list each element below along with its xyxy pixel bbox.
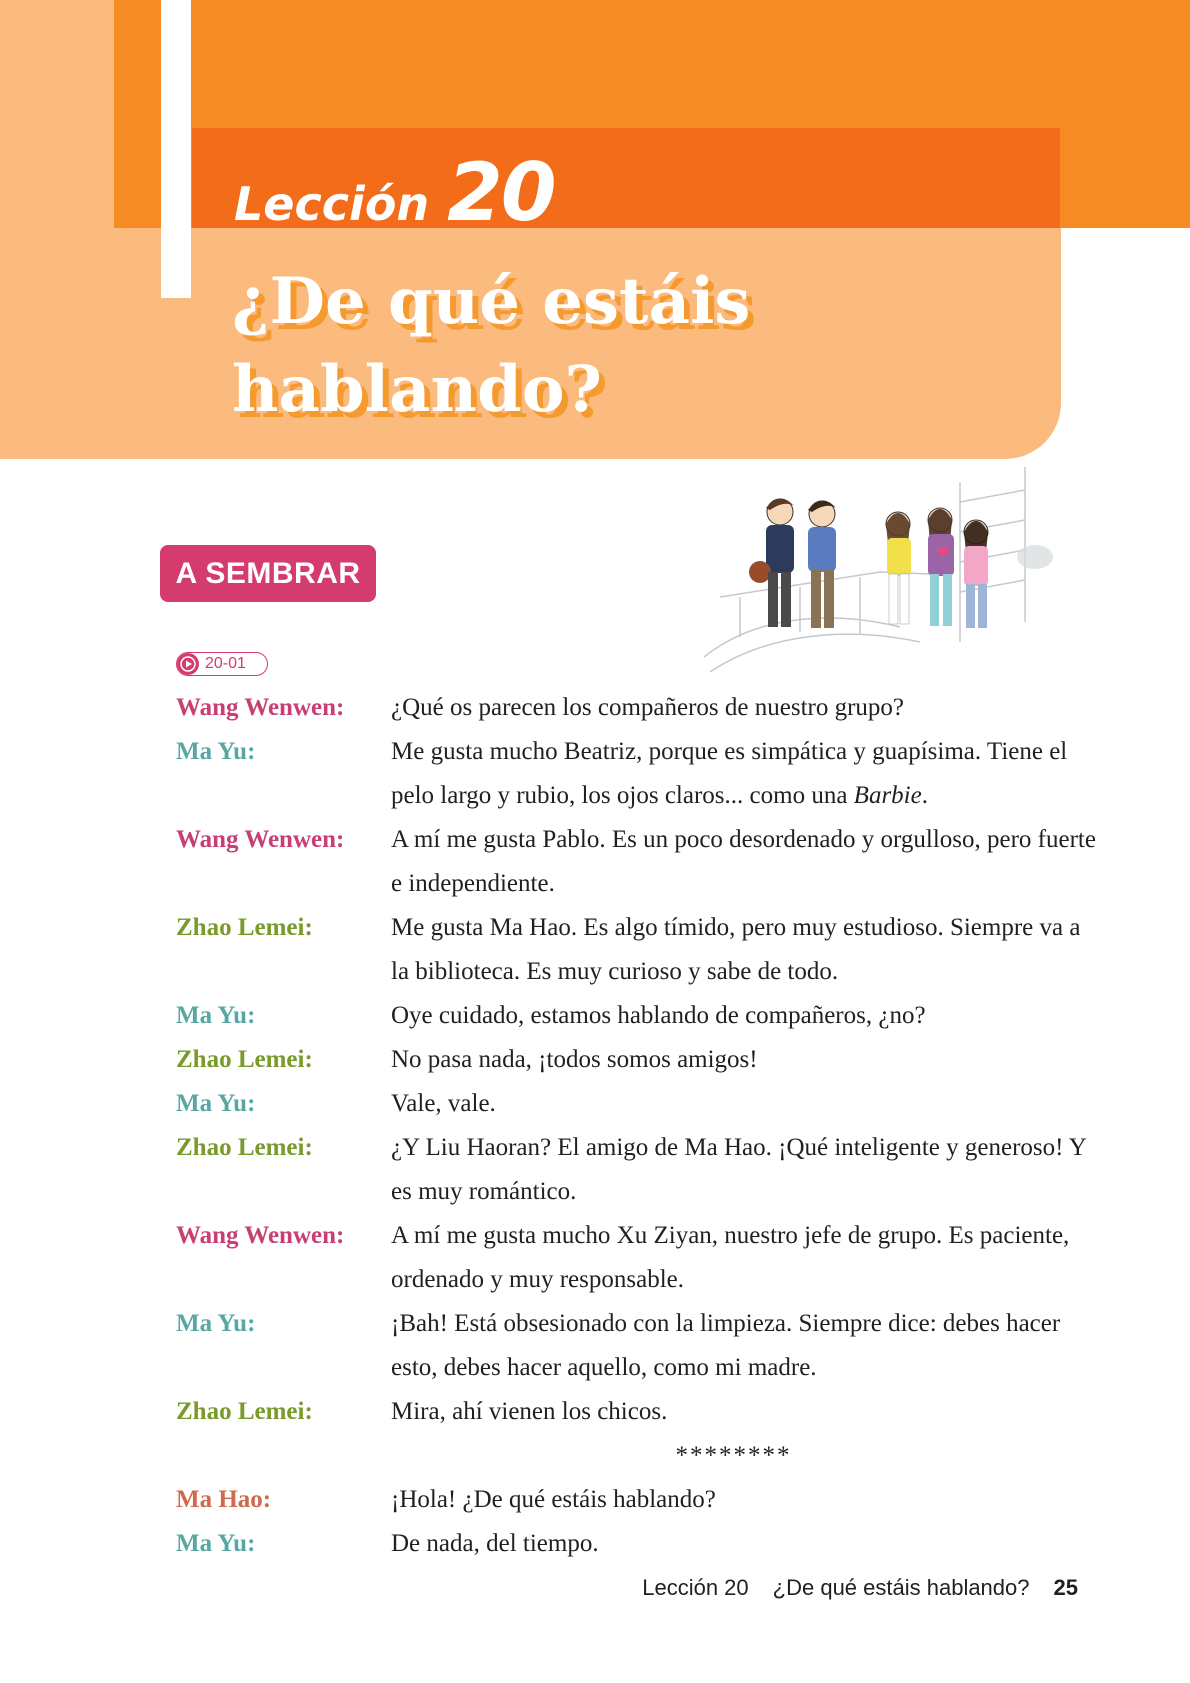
speech-text-tail: . [921,782,928,809]
speech-text: A mí me gusta Pablo. Es un poco desordenado y orgulloso, pero fuerte e independiente. [391,826,1096,897]
audio-track-code: 20-01 [205,655,246,672]
dialogue-line [176,1038,1096,1082]
audio-track-tag[interactable] [176,652,268,676]
speech-text-main: Me gusta mucho Beatriz, porque es simpática y guapísima. Tiene el pelo largo y rubio, los ojos claros... como una [391,738,1068,809]
speech-text: ¿Qué os parecen los compañeros de nuestro grupo? [391,694,905,721]
dialogue [176,686,1096,1566]
boy-2-figure [808,500,836,628]
speech-text: A mí me gusta mucho Xu Ziyan, nuestro jefe de grupo. Es paciente, ordenado y muy responsable. [391,1222,1070,1293]
footer-title: ¿De qué estáis hablando? [772,1575,1030,1600]
speech-text: ¿Y Liu Haoran? El amigo de Ma Hao. ¡Qué inteligente y generoso! Y es muy romántico. [391,1134,1086,1205]
speaker-name: Wang Wenwen: [176,826,345,853]
page-number: 25 [1053,1575,1078,1600]
speaker-name: Ma Hao: [176,1486,272,1513]
speaker-name: Ma Yu: [176,1090,256,1117]
speech-text: De nada, del tiempo. [391,1530,599,1557]
speech-text-italic: Barbie [853,782,922,809]
speaker-name: Zhao Lemei: [176,914,313,941]
students-illustration [700,462,1060,682]
speaker-name: Zhao Lemei: [176,1398,313,1425]
lesson-label: Lección [234,177,430,231]
speaker-name: Ma Yu: [176,1310,256,1337]
speech-text: Mira, ahí vienen los chicos. [391,1398,668,1425]
dialogue-line [176,730,1096,818]
speech-text: ¡Hola! ¿De qué estáis hablando? [391,1486,716,1513]
page-footer [642,1575,1078,1601]
girl-1-figure [886,512,911,624]
footer-lesson: Lección 20 [642,1575,749,1600]
speech-text: ¡Bah! Está obsesionado con la limpieza. Siempre dice: debes hacer esto, debes hacer aquello, como mi madre. [391,1310,1061,1381]
speaker-name: Zhao Lemei: [176,1134,313,1161]
speech-text [391,730,1096,818]
speech-text: No pasa nada, ¡todos somos amigos! [391,1046,758,1073]
speaker-name: Ma Yu: [176,738,256,765]
section-badge-a-sembrar: A SEMBRAR [160,545,376,602]
dialogue-line [176,906,1096,994]
lesson-number: 20 [447,146,555,239]
speech-text: Oye cuidado, estamos hablando de compañeros, ¿no? [391,1002,926,1029]
speech-text: Vale, vale. [391,1090,496,1117]
speaker-name: Zhao Lemei: [176,1046,313,1073]
speaker-name: Ma Yu: [176,1002,256,1029]
dialogue-line [176,1302,1096,1390]
header-white-stripe [161,0,191,298]
speaker-name: Wang Wenwen: [176,694,345,721]
dialogue-line [176,1478,1096,1522]
dialogue-line [176,994,1096,1038]
dialogue-line [176,1522,1096,1566]
speaker-name: Wang Wenwen: [176,1222,345,1249]
dialogue-line [176,686,1096,730]
girl-2-figure [928,508,954,626]
speech-text: Me gusta Ma Hao. Es algo tímido, pero muy estudioso. Siempre va a la biblioteca. Es muy curioso y sabe de todo. [391,914,1081,985]
dialogue-line [176,1214,1096,1302]
scene-separator: ******** [675,1442,792,1469]
dialogue-line [176,1082,1096,1126]
dialogue-line [176,1126,1096,1214]
dialogue-line [176,818,1096,906]
boy-1-figure [749,498,794,627]
girl-3-figure [964,520,988,628]
lesson-heading [234,146,555,239]
dialogue-line [176,1390,1096,1434]
page-title: ¿De qué estáis hablando? [232,264,751,427]
play-icon[interactable] [177,653,199,675]
speaker-name: Ma Yu: [176,1530,256,1557]
